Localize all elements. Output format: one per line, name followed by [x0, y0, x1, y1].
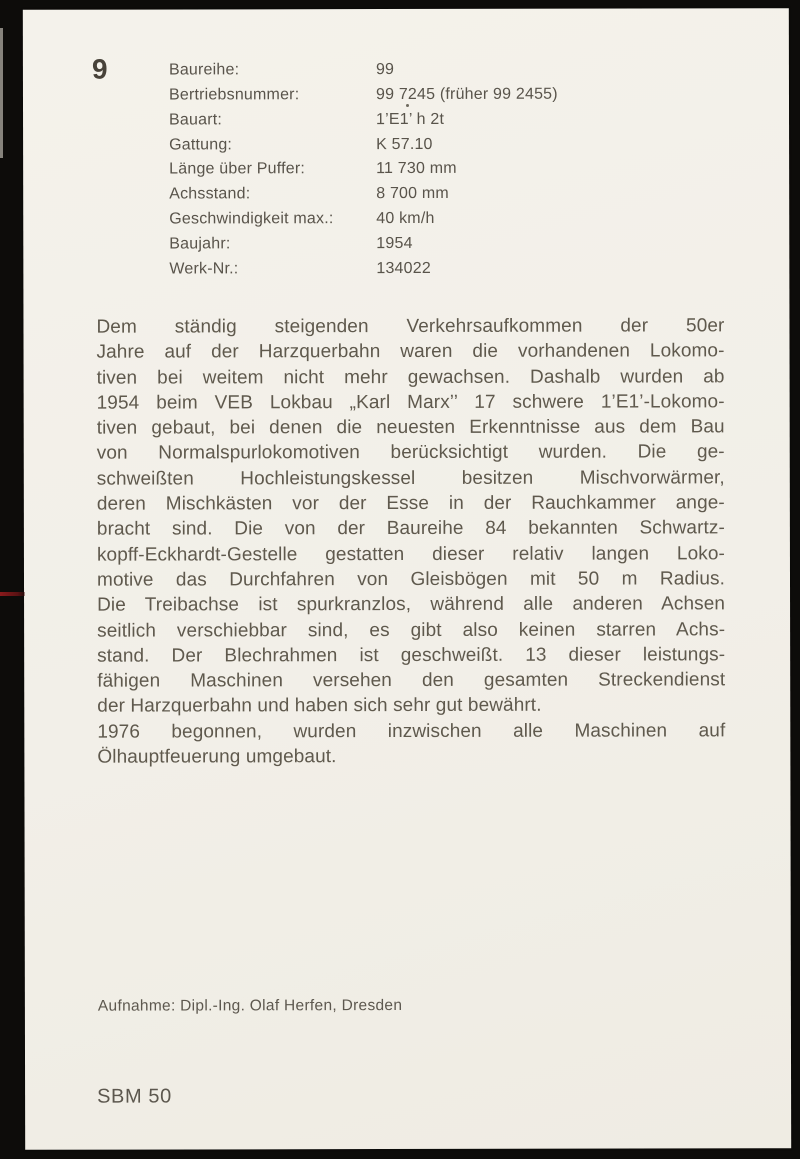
spec-label: Baureihe:	[168, 61, 240, 79]
description-line: kopff-Eckhardt-Gestelle gestatten dieser relativ langen Loko-	[96, 543, 725, 566]
description-line: seitlich verschiebbar sind, es gibt also keinen starren Achs-	[97, 618, 726, 642]
spec-value: 134022	[376, 259, 431, 277]
spec-value: 99 7245 (früher 99 2455)	[375, 85, 558, 103]
description-line: stand. Der Blechrahmen ist geschweißt. 13 dieser leistungs-	[97, 644, 726, 667]
description-line: tiven bei weitem nicht mehr gewachsen. Dashalb wurden ab	[96, 365, 725, 389]
spec-value: 99	[375, 61, 395, 79]
spec-value: 11 730 mm	[376, 160, 457, 178]
description-line: bracht sind. Die von der Baureihe 84 bekannten Schwartz-	[96, 517, 725, 541]
description-line: schweißten Hochleistungskessel besitzen Mischvorwärmer,	[96, 467, 725, 490]
postcard-back	[23, 8, 791, 1150]
spec-label: Achsstand:	[169, 185, 251, 203]
catalog-number: 9	[91, 53, 109, 85]
description-line: fähigen Maschinen versehen den gesamten Streckendienst	[97, 669, 726, 692]
description-line: motive das Durchfahren von Gleisbögen mit 50 m Radius.	[96, 568, 726, 591]
spec-value: K 57.10	[376, 135, 433, 153]
spec-row	[169, 182, 558, 208]
description-line: deren Mischkästen vor der Esse in der Rauchkammer ange-	[96, 492, 725, 515]
spec-value: 1954	[376, 234, 413, 252]
series-code: SBM 50	[97, 1085, 172, 1108]
spec-label: Bertriebsnummer:	[168, 86, 300, 104]
spec-label: Geschwindigkeit max.:	[169, 210, 334, 228]
spec-value: 8 700 mm	[376, 185, 449, 203]
description-line: von Normalspurlokomotiven berücksichtigt wurden. Die ge-	[96, 441, 725, 465]
description-line: Die Treibachse ist spurkranzlos, während alle anderen Achsen	[97, 593, 726, 616]
spec-label: Länge über Puffer:	[169, 160, 306, 178]
print-artifact-dot	[406, 104, 409, 107]
scan-edge-sliver	[0, 28, 3, 158]
spec-label: Bauart:	[169, 111, 223, 129]
description-line: 1976 begonnen, wurden inzwischen alle Maschinen auf	[97, 720, 726, 743]
spec-label: Werk-Nr.:	[169, 260, 239, 278]
spec-value: 1’E1’ h 2t	[376, 110, 445, 128]
description-line: tiven gebaut, bei denen die neuesten Erkenntnisse aus dem Bau	[96, 416, 725, 439]
description-text	[96, 313, 725, 770]
description-line: 1954 beim VEB Lokbau „Karl Marx’’ 17 schwere 1’E1’-Lokomo-	[96, 391, 725, 414]
spec-label: Gattung:	[169, 135, 233, 154]
spec-row	[169, 256, 558, 282]
description-line: Jahre auf der Harzquerbahn waren die vorhandenen Lokomo-	[96, 340, 725, 363]
description-line: Ölhauptfeuerung umgebaut.	[97, 746, 337, 768]
spec-row	[169, 207, 558, 233]
spec-value: 40 km/h	[376, 210, 435, 228]
spec-row	[169, 58, 558, 84]
spec-row	[169, 83, 558, 109]
spec-row	[169, 132, 558, 158]
spec-row	[169, 157, 558, 183]
description-line: Dem ständig steigenden Verkehrsaufkommen der 50er	[96, 315, 725, 338]
spec-table	[169, 58, 558, 282]
spec-label: Baujahr:	[169, 235, 231, 253]
photo-credit: Aufnahme: Dipl.-Ing. Olaf Herfen, Dresden	[97, 997, 403, 1015]
spec-row	[169, 232, 558, 258]
description-line: der Harzquerbahn und haben sich sehr gut bewährt.	[97, 695, 542, 718]
spec-row	[169, 107, 558, 133]
red-scan-mark	[0, 592, 25, 596]
